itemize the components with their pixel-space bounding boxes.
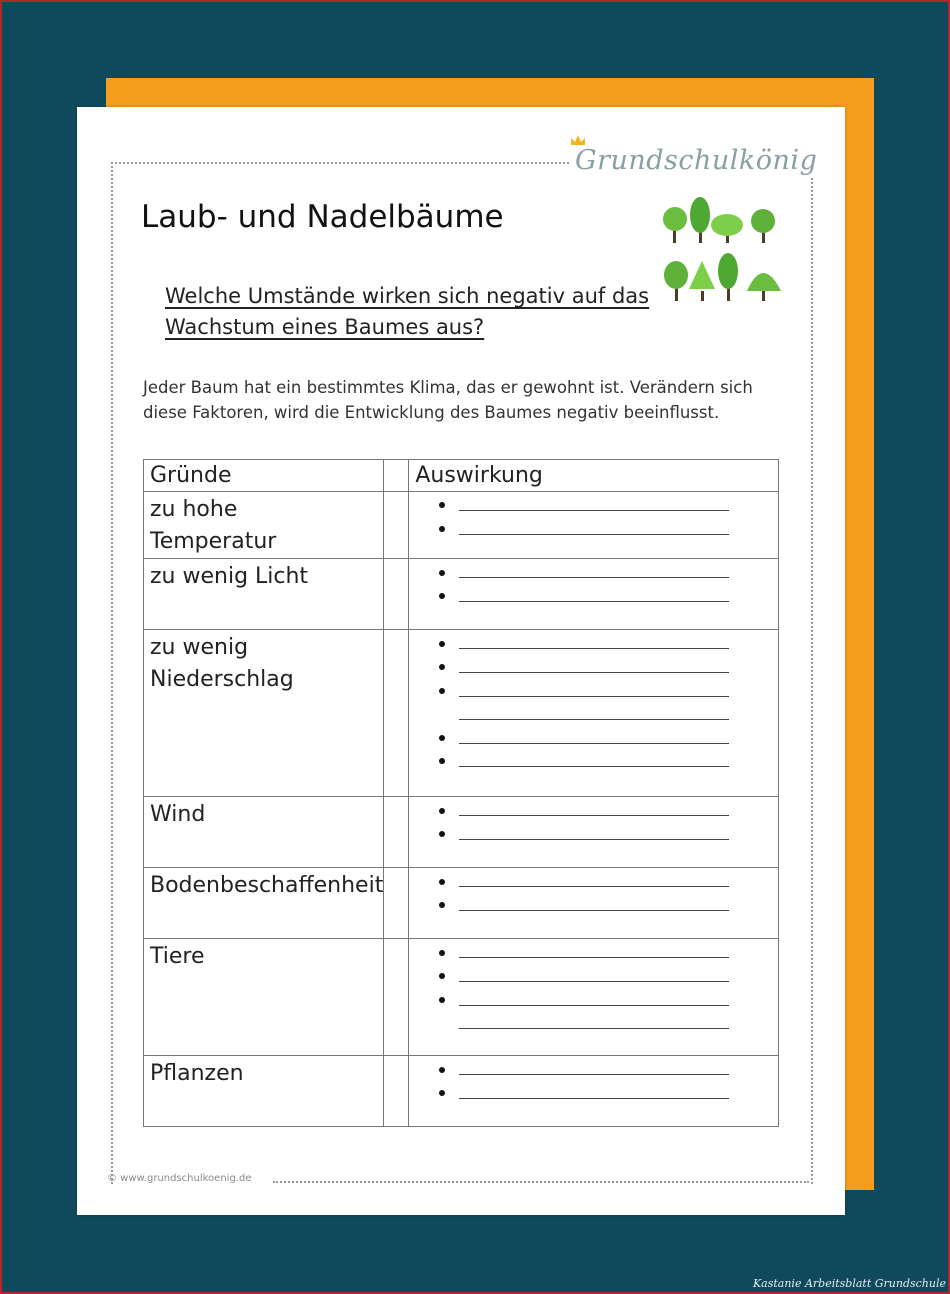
answer-lines (409, 797, 778, 867)
header-gruende: Gründe (150, 463, 232, 488)
brand-logo: Grundschulkönig (571, 145, 821, 176)
reason-label: zu wenig Niederschlag (150, 635, 294, 692)
answer-lines (409, 630, 778, 796)
bullet (439, 973, 445, 979)
answer-line[interactable] (459, 1028, 729, 1029)
table-row (144, 630, 779, 797)
worksheet-page (77, 107, 845, 1215)
reasons-table (143, 459, 779, 1127)
answer-line[interactable] (459, 601, 729, 602)
answer-line[interactable] (459, 510, 729, 511)
bullet (439, 1067, 445, 1073)
table-row (144, 1056, 779, 1127)
answer-line[interactable] (459, 957, 729, 958)
bullet (439, 735, 445, 741)
header-auswirkung: Auswirkung (415, 463, 543, 488)
answer-line[interactable] (459, 815, 729, 816)
intro-text (143, 375, 783, 425)
question-line-1: Welche Umstände wirken sich negativ auf das (165, 284, 650, 308)
intro-line-1: Jeder Baum hat ein bestimmtes Klima, das er gewohnt ist. Verändern sich (143, 378, 753, 397)
answer-line[interactable] (459, 648, 729, 649)
answer-lines (409, 868, 778, 938)
answer-line[interactable] (459, 839, 729, 840)
bullet (439, 526, 445, 532)
answer-lines (409, 492, 778, 556)
bullet (439, 950, 445, 956)
reason-label: Pflanzen (150, 1061, 244, 1086)
answer-line[interactable] (459, 534, 729, 535)
reason-label: Tiere (150, 944, 205, 969)
footer-divider (273, 1181, 809, 1183)
answer-line[interactable] (459, 719, 729, 720)
answer-line[interactable] (459, 696, 729, 697)
table-row (144, 868, 779, 939)
bullet (439, 593, 445, 599)
table-row (144, 559, 779, 630)
answer-line[interactable] (459, 1074, 729, 1075)
bullet (439, 758, 445, 764)
table-header-row (144, 460, 779, 492)
footer-copyright: © www.grundschulkoenig.de (107, 1173, 252, 1184)
watermark-caption: Kastanie Arbeitsblatt Grundschule (752, 1277, 946, 1290)
answer-lines (409, 559, 778, 629)
answer-line[interactable] (459, 981, 729, 982)
answer-line[interactable] (459, 743, 729, 744)
question (165, 281, 649, 343)
table-row (144, 797, 779, 868)
table-row (144, 939, 779, 1056)
answer-lines (409, 939, 778, 1055)
intro-line-2: diese Faktoren, wird die Entwicklung des Baumes negativ beeinflusst. (143, 403, 720, 422)
reason-label: Bodenbeschaffenheit (150, 873, 384, 898)
bullet (439, 997, 445, 1003)
answer-line[interactable] (459, 577, 729, 578)
answer-lines (409, 1056, 778, 1126)
reason-label: Wind (150, 802, 206, 827)
bullet (439, 1090, 445, 1096)
answer-line[interactable] (459, 886, 729, 887)
bullet (439, 570, 445, 576)
answer-line[interactable] (459, 1098, 729, 1099)
bullet (439, 831, 445, 837)
bullet (439, 664, 445, 670)
bullet (439, 502, 445, 508)
bullet (439, 688, 445, 694)
answer-line[interactable] (459, 910, 729, 911)
page-title: Laub- und Nadelbäume (141, 199, 504, 235)
reason-label: zu hohe Temperatur (150, 497, 277, 554)
table-row (144, 492, 779, 559)
bullet (439, 641, 445, 647)
question-line-2: Wachstum eines Baumes aus? (165, 315, 485, 339)
answer-line[interactable] (459, 766, 729, 767)
bullet (439, 808, 445, 814)
answer-line[interactable] (459, 672, 729, 673)
answer-line[interactable] (459, 1005, 729, 1006)
bullet (439, 879, 445, 885)
bullet (439, 902, 445, 908)
reason-label: zu wenig Licht (150, 564, 309, 589)
trees-illustration (663, 195, 785, 307)
